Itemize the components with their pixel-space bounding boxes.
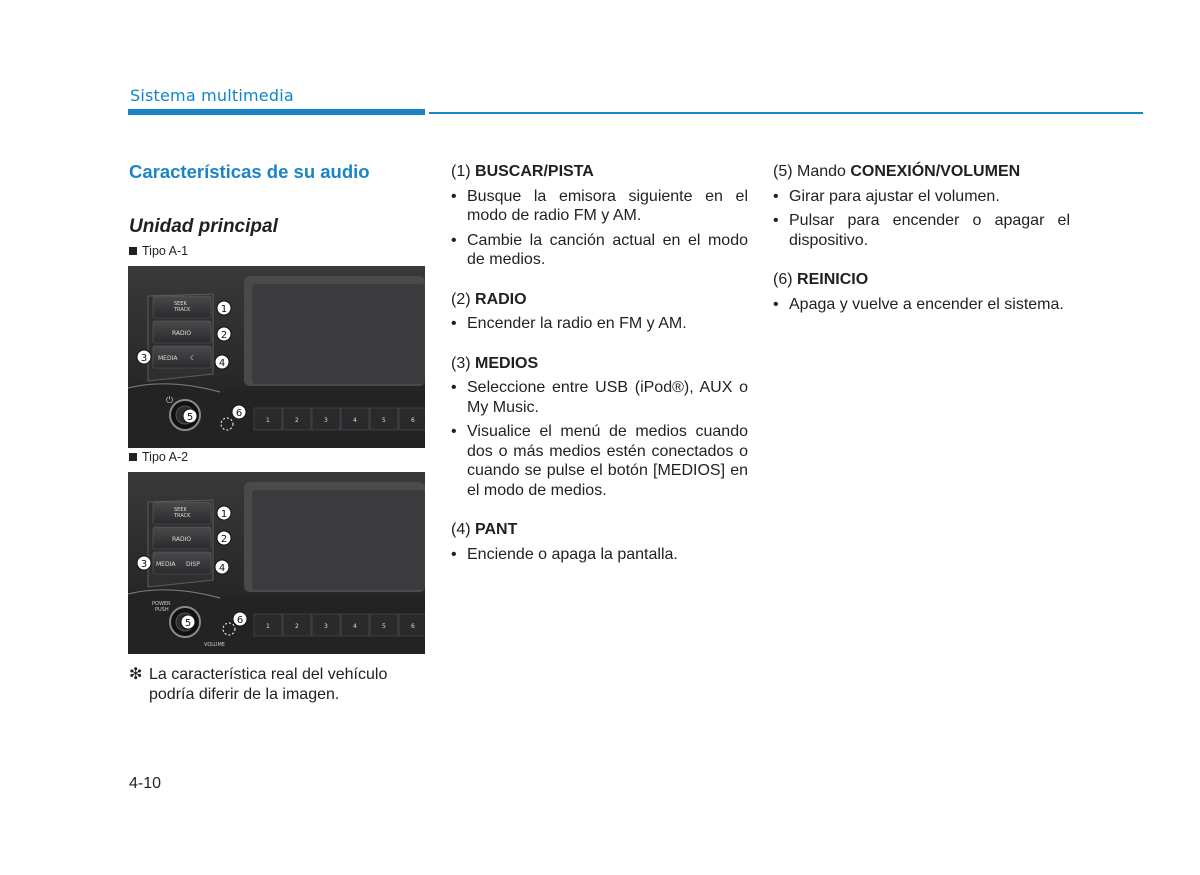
- item-heading: (2) RADIO: [451, 290, 527, 308]
- list-item: • Apaga y vuelve a encender el sistema.: [773, 295, 1070, 315]
- svg-text:TRACK: TRACK: [174, 307, 191, 313]
- figure-tipo-a2: [128, 472, 425, 654]
- svg-text:6: 6: [236, 615, 244, 626]
- item-heading: (3) MEDIOS: [451, 354, 539, 372]
- item-heading: (4) PANT: [451, 521, 518, 538]
- svg-text:VOLUME: VOLUME: [204, 642, 225, 648]
- svg-text:MEDIA: MEDIA: [158, 355, 178, 362]
- list-item: • Girar para ajustar el volumen.: [773, 187, 1070, 207]
- item-heading: (6) REINICIO: [773, 271, 869, 288]
- figure-label-a1: Tipo A-1: [129, 244, 188, 258]
- head-unit-illustration: [128, 266, 425, 448]
- svg-text:⏻: ⏻: [166, 396, 174, 406]
- list-item: • Encender la radio en FM y AM.: [451, 314, 748, 334]
- svg-text:SEEK: SEEK: [174, 301, 187, 307]
- page-number: 4-10: [129, 775, 162, 792]
- svg-text:SEEK: SEEK: [174, 507, 187, 513]
- svg-text:3: 3: [324, 623, 328, 630]
- section-title: Características de su audio: [129, 161, 370, 182]
- svg-text:2: 2: [220, 330, 228, 341]
- subsection-title: Unidad principal: [129, 216, 278, 237]
- svg-text:5: 5: [382, 623, 386, 630]
- svg-text:☾: ☾: [190, 354, 197, 362]
- column-right: [773, 162, 1070, 334]
- square-bullet-icon: [129, 247, 137, 255]
- list-item: • Pulsar para encender o apagar el dispositivo.: [773, 211, 1070, 250]
- svg-text:4: 4: [218, 563, 226, 574]
- item-radio: [451, 290, 748, 334]
- section-header: Sistema multimedia: [130, 86, 294, 105]
- svg-text:TRACK: TRACK: [174, 513, 191, 519]
- svg-text:4: 4: [218, 358, 226, 369]
- list-item: • Seleccione entre USB (iPod®), AUX o My Music.: [451, 378, 748, 417]
- square-bullet-icon: [129, 453, 137, 461]
- item-heading: (1) BUSCAR/PISTA: [451, 163, 594, 180]
- svg-text:1: 1: [266, 417, 270, 424]
- list-item: • Cambie la canción actual en el modo de medios.: [451, 231, 748, 270]
- svg-text:6: 6: [235, 408, 243, 419]
- item-pant: [451, 520, 748, 564]
- header-rule-thin: [429, 112, 1143, 114]
- svg-text:2: 2: [220, 534, 228, 545]
- figure-tipo-a1: [128, 266, 425, 448]
- list-item: • Busque la emisora siguiente en el modo de radio FM y AM.: [451, 187, 748, 226]
- asterisk-icon: ❇: [129, 666, 143, 683]
- svg-text:4: 4: [353, 417, 357, 424]
- image-disclaimer-note: ❇ La característica real del vehículo podría diferir de la imagen.: [129, 666, 388, 703]
- svg-text:3: 3: [140, 559, 148, 570]
- svg-text:6: 6: [411, 623, 415, 630]
- list-item: • Visualice el menú de medios cuando dos o más medios estén conectados o cuando se pulse el botón [MEDIOS] en el modo de medios.: [451, 422, 748, 500]
- item-reinicio: [773, 270, 1070, 314]
- item-medios: [451, 354, 748, 501]
- svg-text:RADIO: RADIO: [172, 330, 192, 337]
- svg-text:5: 5: [186, 412, 194, 423]
- svg-text:PUSH: PUSH: [155, 607, 169, 613]
- figure-label-a2: Tipo A-2: [129, 450, 188, 464]
- column-middle: [451, 162, 748, 584]
- svg-text:1: 1: [266, 623, 270, 630]
- svg-text:DISP: DISP: [186, 561, 200, 568]
- svg-text:4: 4: [353, 623, 357, 630]
- item-conexion-volumen: [773, 162, 1070, 250]
- svg-text:POWER: POWER: [152, 601, 171, 607]
- svg-text:3: 3: [324, 417, 328, 424]
- item-buscar-pista: [451, 162, 748, 270]
- svg-text:5: 5: [382, 417, 386, 424]
- svg-text:1: 1: [220, 304, 228, 315]
- svg-text:2: 2: [295, 417, 299, 424]
- svg-text:1: 1: [220, 509, 228, 520]
- list-item: • Enciende o apaga la pantalla.: [451, 545, 748, 565]
- svg-text:6: 6: [411, 417, 415, 424]
- svg-text:2: 2: [295, 623, 299, 630]
- head-unit-illustration: [128, 472, 425, 654]
- header-rule-thick: [128, 109, 425, 115]
- svg-text:RADIO: RADIO: [172, 536, 192, 543]
- svg-text:MEDIA: MEDIA: [156, 561, 176, 568]
- svg-text:5: 5: [184, 618, 192, 629]
- item-heading: (5) Mando CONEXIÓN/VOLUMEN: [773, 163, 1021, 180]
- svg-text:3: 3: [140, 353, 148, 364]
